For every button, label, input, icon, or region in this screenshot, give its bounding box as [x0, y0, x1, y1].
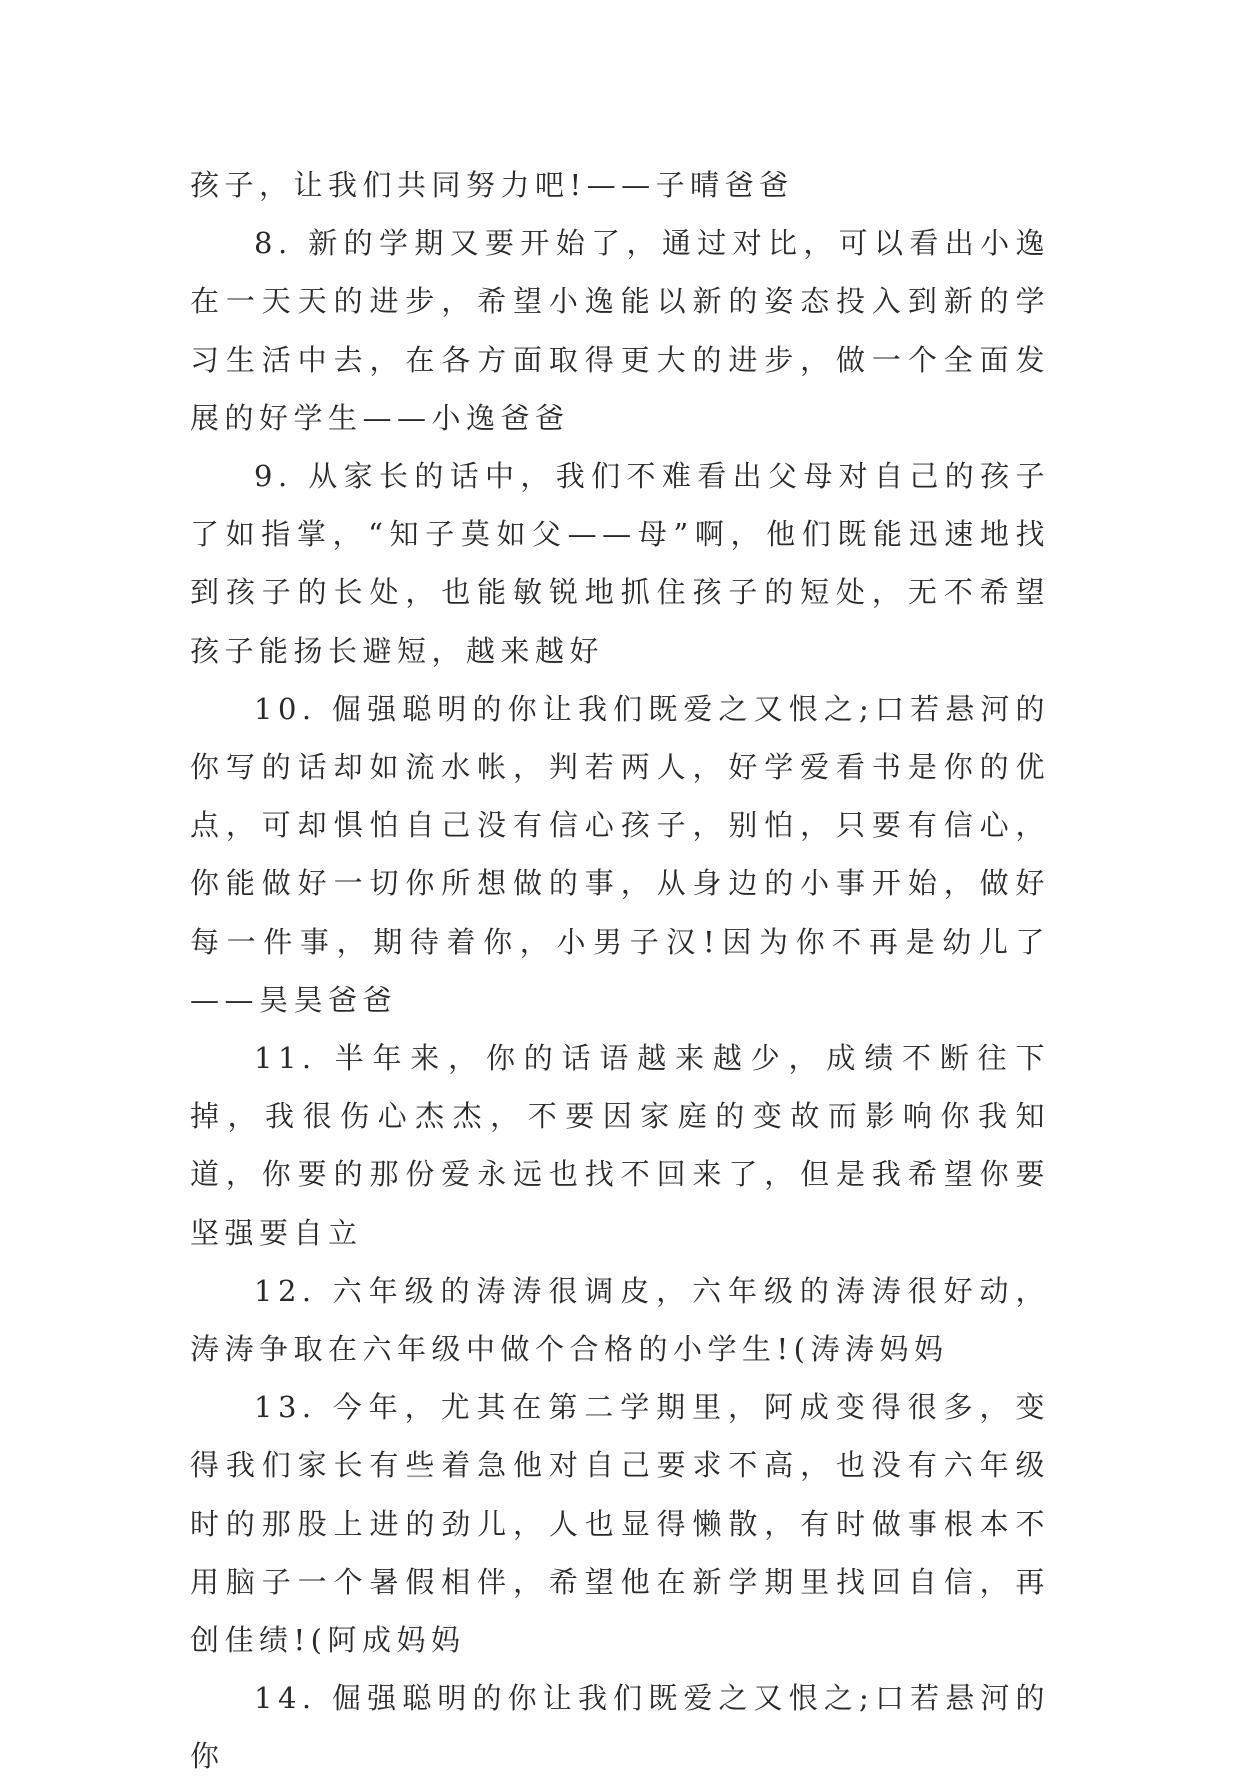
paragraph-item-11: 11. 半年来，你的话语越来越少，成绩不断往下掉，我很伤心杰杰，不要因家庭的变故而影响你我知道，你要的那份爱永远也找不回来了，但是我希望你要坚强要自立	[190, 1041, 1050, 1250]
paragraph-continuation: 孩子，让我们共同努力吧!——子晴爸爸	[190, 168, 794, 202]
paragraph-item-13: 13. 今年，尤其在第二学期里，阿成变得很多，变得我们家长有些着急他对自己要求不高，也没有六年级时的那股上进的劲儿，人也显得懒散，有时做事根本不用脑子一个暑假相伴，希望他在新学期里找回自信，再创佳绩!(阿成妈妈	[190, 1390, 1050, 1658]
document-body	[190, 156, 1050, 1786]
paragraph-item-14: 14. 倔强聪明的你让我们既爱之又恨之;口若悬河的你	[190, 1681, 1050, 1774]
paragraph-item-8: 8. 新的学期又要开始了，通过对比，可以看出小逸在一天天的进步，希望小逸能以新的姿态投入到新的学习生活中去，在各方面取得更大的进步，做一个全面发展的好学生——小逸爸爸	[190, 226, 1050, 435]
paragraph-item-12: 12. 六年级的涛涛很调皮，六年级的涛涛很好动，涛涛争取在六年级中做个合格的小学生!(涛涛妈妈	[190, 1273, 1050, 1367]
paragraph-item-9: 9. 从家长的话中，我们不难看出父母对自己的孩子了如指掌，“知子莫如父——母”啊，他们既能迅速地找到孩子的长处，也能敏锐地抓住孩子的短处，无不希望孩子能扬长避短，越来越好	[190, 459, 1050, 668]
paragraph-item-10: 10. 倔强聪明的你让我们既爱之又恨之;口若悬河的你写的话却如流水帐，判若两人，好学爱看书是你的优点，可却惧怕自己没有信心孩子，别怕，只要有信心，你能做好一切你所想做的事，从身边的小事开始，做好每一件事，期待着你，小男子汉!因为你不再是幼儿了——昊昊爸爸	[190, 691, 1050, 1017]
